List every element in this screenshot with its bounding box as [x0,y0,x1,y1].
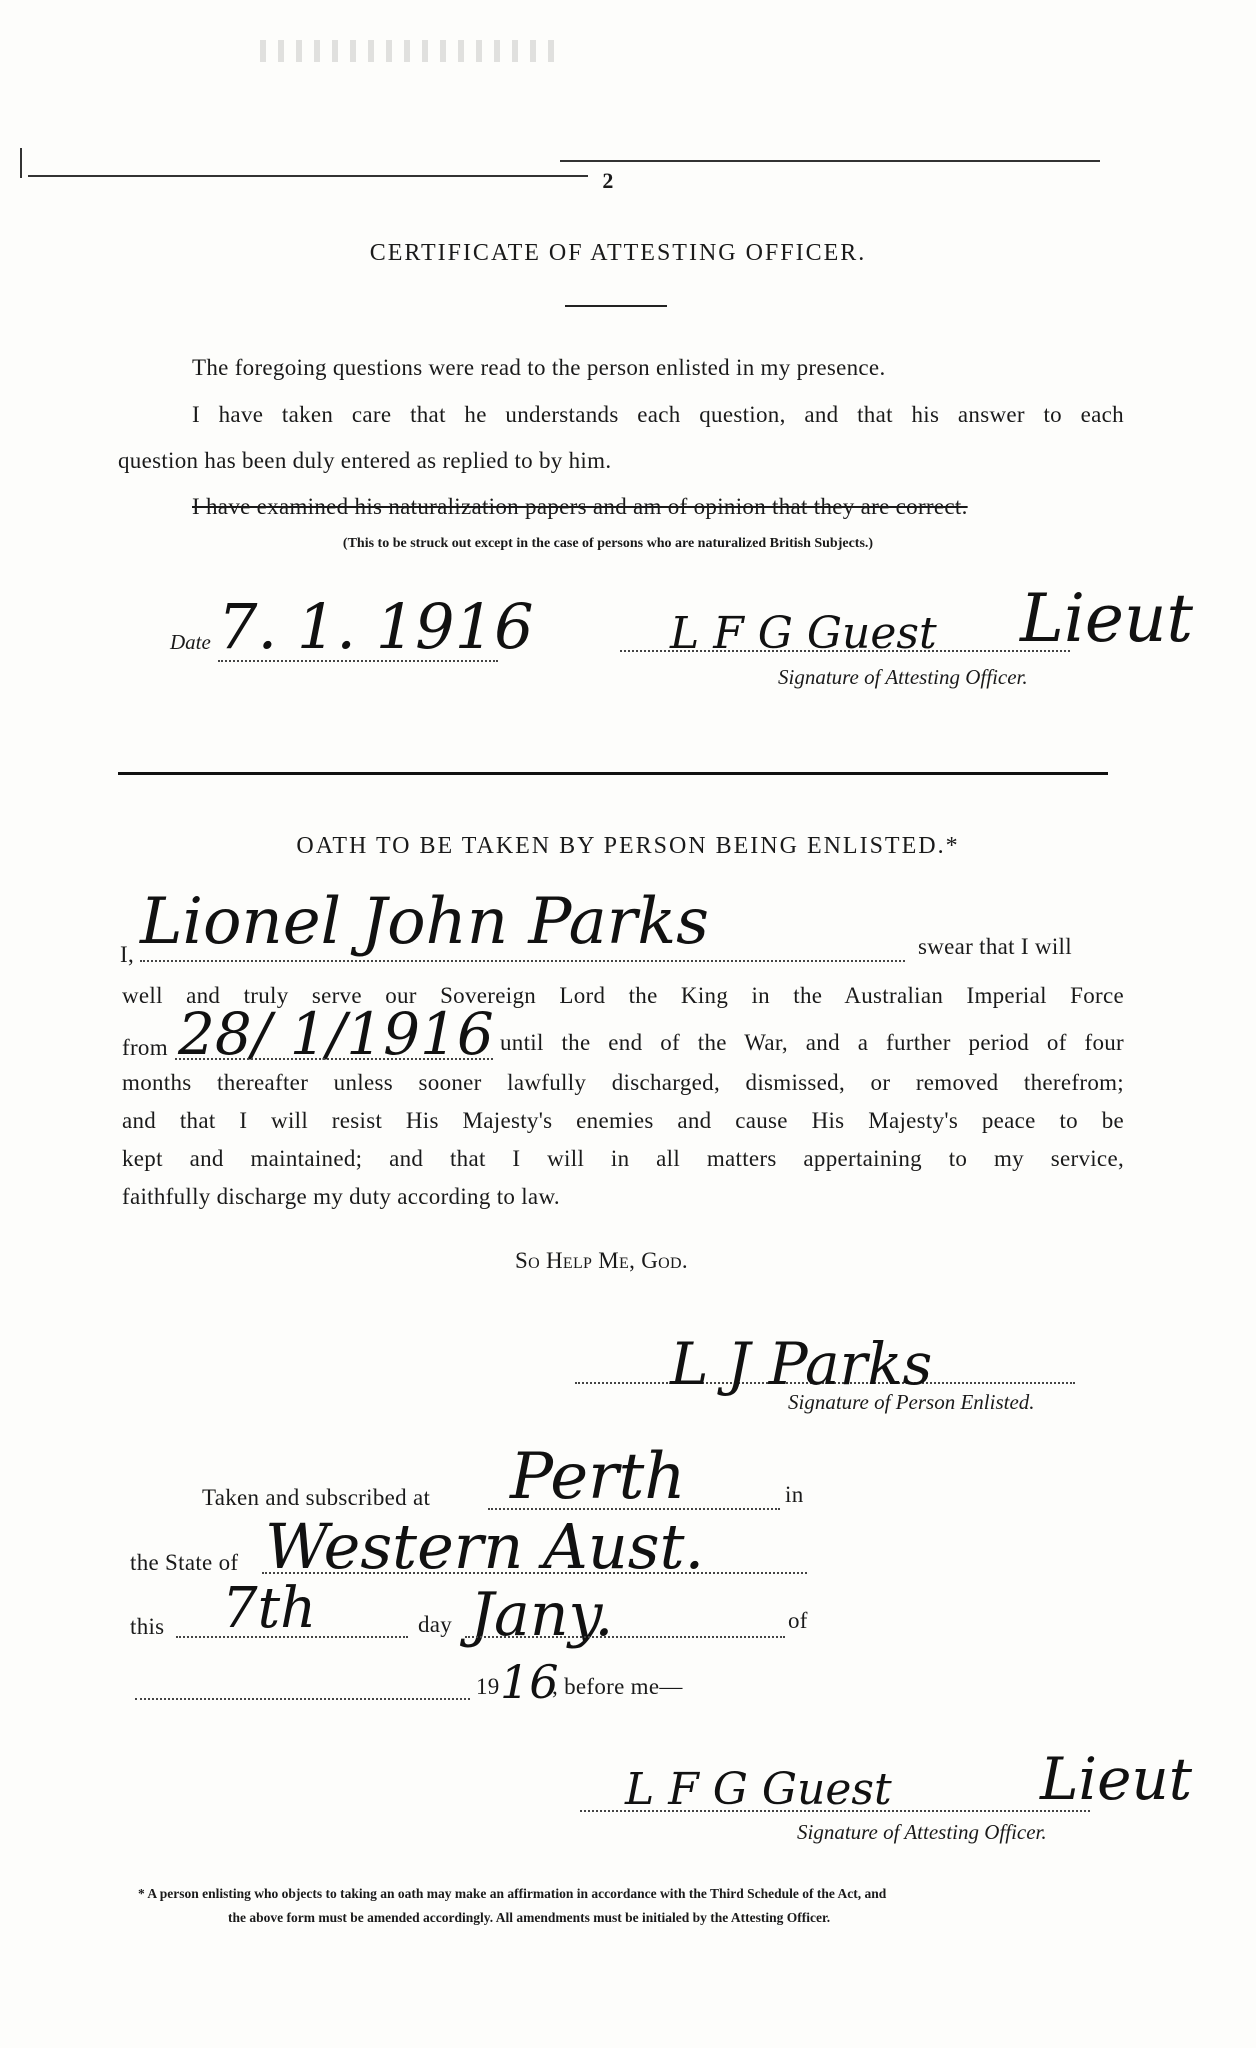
day-handwritten: 7th [222,1576,317,1641]
officer-signature-caption: Signature of Attesting Officer. [778,665,1028,689]
oath-line-4: months thereafter unless sooner lawfully discharged, dismissed, or removed therefrom; [122,1070,1124,1095]
from-date-handwritten: 28/ 1/1916 [178,1000,494,1068]
enlisted-signature: L J Parks [670,1330,933,1398]
subscribed-officer-rank: Lieut [1040,1745,1193,1813]
certificate-line-2b: question has been duly entered as replied to by him. [118,448,612,473]
oath-line-6: kept and maintained; and that I will in all matters appertaining to my service, [122,1146,1124,1171]
name-line [140,960,905,962]
oath-lead-i: I, [120,942,135,967]
oath-line-5: and that I will resist His Majesty's enemies and cause His Majesty's peace to be [122,1108,1124,1133]
footnote-line-1: * A person enlisting who objects to taking an oath may make an affirmation in accordance with the Third Schedule of the Act, and [138,1886,887,1901]
subscribed-officer-signature: L F G Guest [625,1764,892,1815]
of-label: of [788,1608,808,1633]
year-prefix: 19 [476,1674,500,1699]
place-handwritten: Perth [510,1440,686,1514]
oath-line-3: until the end of the War, and a further period of four [500,1030,1124,1055]
footnote-line-2: the above form must be amended accordingly. All amendments must be initialed by the Attesting Officer. [228,1910,831,1925]
this-label: this [130,1614,165,1639]
oath-closing: So Help Me, God. [515,1248,688,1273]
state-label: the State of [130,1550,239,1575]
year-lead-line [135,1698,470,1700]
certificate-line-1: The foregoing questions were read to the person enlisted in my presence. [192,355,886,380]
officer-rank: Lieut [1020,580,1194,657]
day-label: day [418,1612,453,1637]
state-handwritten: Western Aust. [265,1510,705,1583]
top-right-rule [560,160,1100,162]
oath-line-2: well and truly serve our Sovereign Lord the King in the Australian Imperial Force [122,983,1124,1008]
officer-signature: L F G Guest [670,608,937,659]
state-line [262,1572,807,1574]
certificate-title: CERTIFICATE OF ATTESTING OFFICER. [369,240,867,266]
month-handwritten: Jany. [470,1580,614,1650]
year-handwritten: 16 [500,1655,559,1709]
taken-label: Taken and subscribed at [202,1485,431,1510]
in-label: in [785,1482,804,1507]
section-divider [118,772,1108,775]
from-date-line [175,1058,493,1060]
title-underline [565,305,667,307]
certificate-line-2a: I have taken care that he understands each question, and that his answer to each [192,402,1124,427]
struck-out-note: (This to be struck out except in the case of persons who are naturalized British Subjects.) [342,536,874,551]
page-number: 2 [602,168,614,193]
subscribed-officer-caption: Signature of Attesting Officer. [797,1820,1047,1844]
scan-smudge [260,40,560,62]
oath-swear: swear that I will [918,934,1072,959]
from-label: from [122,1035,168,1060]
struck-naturalization-line: I have examined his naturalization papers and am of opinion that they are correct. [192,494,968,519]
date-label: Date [170,630,211,654]
oath-title: OATH TO BE TAKEN BY PERSON BEING ENLISTED.* [296,833,960,859]
date-line [218,660,498,662]
month-line [465,1636,785,1638]
before-me-label: , before me— [552,1674,683,1699]
enlisted-name-handwritten: Lionel John Parks [140,885,709,959]
day-line [176,1636,408,1638]
enlisted-signature-caption: Signature of Person Enlisted. [788,1390,1035,1414]
date-handwritten: 7. 1. 1916 [218,590,534,663]
oath-line-7: faithfully discharge my duty according to law. [122,1184,560,1209]
